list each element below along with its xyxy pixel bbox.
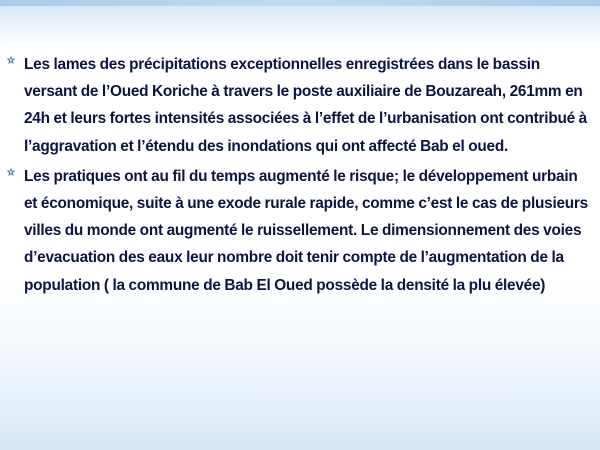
bullet-text-1: Les lames des précipitations exceptionnelles enregistrées dans le bassin versant de l’Oued Koriche à travers le poste auxiliaire de Bouzareah, 261mm en 24h et leurs fortes intensités associées à l’effet de l’urbanisation ont contribué à l’aggravation et l’étendu des inondations qui ont affecté Bab el oued. [24, 56, 587, 155]
star-bullet-icon [6, 55, 16, 65]
slide-header-band [0, 0, 600, 48]
star-bullet-icon [6, 167, 16, 177]
bullet-item-2 [6, 163, 592, 299]
slide-accent-stripe [0, 0, 600, 6]
bullet-text-2: Les pratiques ont au fil du temps augmenté le risque; le développement urbain et économique, suite à une exode rurale rapide, comme c’est le cas de plusieurs villes du monde ont augmenté le ruissellement. Le dimensionnement des voies d’evacuation des eaux leur nombre doit tenir compte de l’augmentation de la population ( la commune de Bab El Oued possède la densité la plu élevée) [24, 167, 588, 294]
bullet-item-1 [6, 51, 592, 160]
bullet-list [6, 51, 592, 302]
